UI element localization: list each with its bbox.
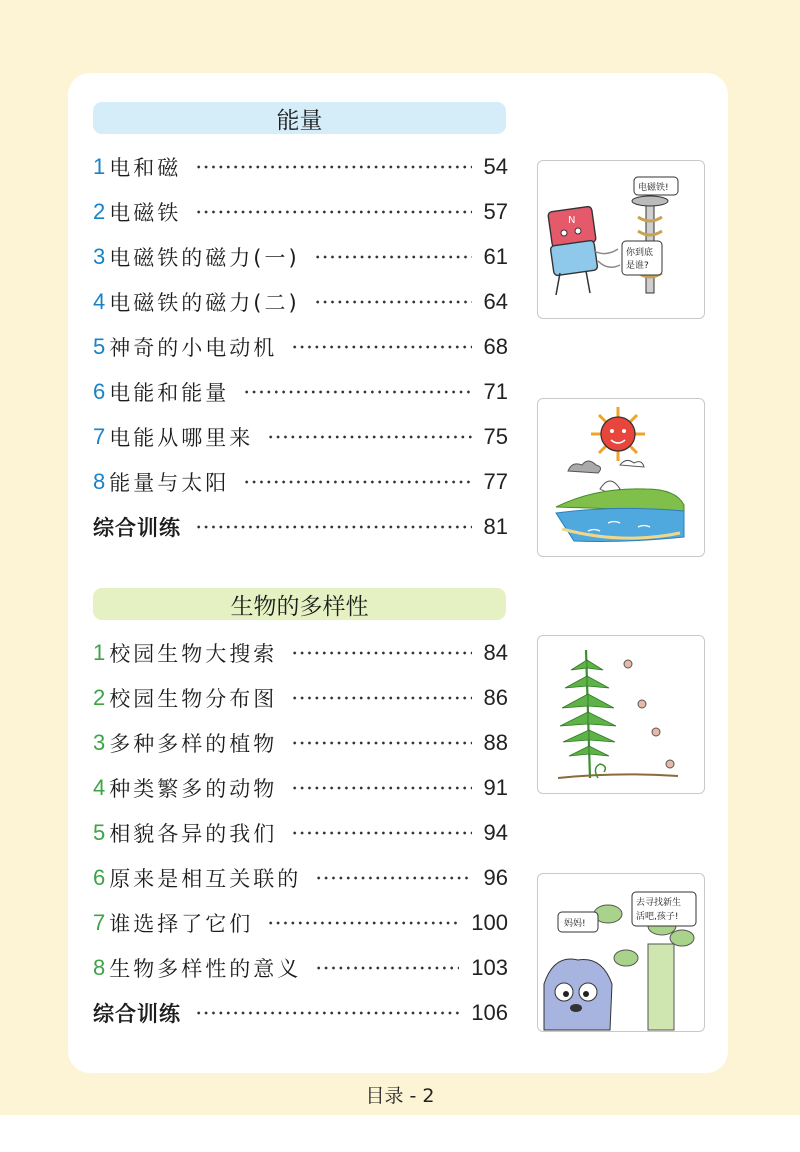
toc-item-title: 种类繁多的动物	[109, 776, 278, 801]
toc-item-page: 68	[483, 333, 508, 359]
illustration-sun	[537, 398, 705, 557]
toc-item-number: 8	[93, 468, 106, 494]
leader-dots	[314, 255, 472, 259]
toc-item-page: 94	[483, 819, 508, 845]
toc-item-page: 84	[483, 639, 508, 665]
toc-item[interactable]	[93, 459, 508, 504]
toc-item[interactable]	[93, 900, 508, 945]
toc-item-review[interactable]	[93, 504, 508, 549]
toc-item-title: 能量与太阳	[109, 470, 230, 495]
toc-item-title: 校园生物分布图	[109, 686, 278, 711]
toc-item-page: 71	[483, 378, 508, 404]
footer-page-label: 目录 - 2	[365, 1085, 435, 1107]
section-header-biodiversity	[93, 588, 506, 620]
toc-item[interactable]	[93, 369, 508, 414]
leader-dots	[243, 390, 471, 394]
toc-item-page: 106	[471, 999, 508, 1025]
toc-item[interactable]	[93, 234, 508, 279]
leader-dots	[291, 651, 471, 655]
section-title-biodiversity: 生物的多样性	[230, 593, 369, 620]
toc-item[interactable]	[93, 765, 508, 810]
toc-item-review[interactable]	[93, 990, 508, 1035]
toc-item-title: 电和磁	[109, 155, 182, 180]
toc-item-page: 77	[483, 468, 508, 494]
toc-item-page: 100	[471, 909, 508, 935]
toc-item-number: 7	[93, 909, 106, 935]
toc-item-title: 神奇的小电动机	[109, 335, 278, 360]
toc-item-page: 86	[483, 684, 508, 710]
toc-item-page: 96	[483, 864, 508, 890]
leader-dots	[291, 741, 471, 745]
leader-dots	[195, 1011, 459, 1015]
toc-item-title: 电能和能量	[109, 380, 230, 405]
toc-item-page: 88	[483, 729, 508, 755]
toc-item-number: 3	[93, 729, 106, 755]
toc-item-number: 7	[93, 423, 106, 449]
bubble-electromagnet: 电磁铁!	[638, 183, 669, 193]
toc-item-number: 5	[93, 333, 106, 359]
toc-item[interactable]	[93, 675, 508, 720]
plant-and-animal-cartoon-icon	[538, 874, 704, 1031]
toc-item[interactable]	[93, 855, 508, 900]
bubble-go-find-2: 活吧,孩子!	[636, 912, 679, 922]
toc-item[interactable]	[93, 414, 508, 459]
toc-item-title: 谁选择了它们	[109, 911, 254, 936]
toc-item[interactable]	[93, 630, 508, 675]
toc-item-title: 电磁铁的磁力(二)	[109, 290, 300, 315]
toc-item-number: 4	[93, 288, 106, 314]
leader-dots	[291, 786, 471, 790]
toc-item-page: 75	[483, 423, 508, 449]
toc-item[interactable]	[93, 144, 508, 189]
section-title-energy: 能量	[276, 107, 323, 134]
leader-dots	[267, 435, 471, 439]
leader-dots	[291, 831, 471, 835]
leader-dots	[243, 480, 471, 484]
toc-item-title: 原来是相互关联的	[109, 866, 302, 891]
toc-item-title: 电能从哪里来	[109, 425, 254, 450]
toc-item-number: 6	[93, 864, 106, 890]
section-header-energy	[93, 102, 506, 134]
svg-text:N: N	[568, 215, 576, 226]
toc-item[interactable]	[93, 810, 508, 855]
toc-list-biodiversity	[93, 630, 508, 1035]
leader-dots	[315, 876, 471, 880]
bottom-strip	[0, 1115, 800, 1152]
toc-item-page: 57	[483, 198, 508, 224]
leader-dots	[291, 696, 471, 700]
leader-dots	[267, 921, 459, 925]
toc-item-page: 81	[483, 513, 508, 539]
toc-item-number: 4	[93, 774, 106, 800]
toc-item-page: 103	[471, 954, 508, 980]
leader-dots	[314, 300, 472, 304]
toc-item-number: 2	[93, 684, 106, 710]
toc-item[interactable]	[93, 279, 508, 324]
leader-dots	[195, 210, 471, 214]
toc-item-title: 电磁铁的磁力(一)	[109, 245, 300, 270]
toc-item-page: 54	[483, 153, 508, 179]
leader-dots	[315, 966, 459, 970]
toc-item-title: 综合训练	[93, 515, 181, 540]
toc-item-title: 生物多样性的意义	[109, 956, 302, 981]
sun-and-water-cycle-cartoon-icon	[538, 399, 704, 556]
toc-item-number: 3	[93, 243, 106, 269]
toc-item-title: 多种多样的植物	[109, 731, 278, 756]
toc-item-number: 6	[93, 378, 106, 404]
toc-item-number: 8	[93, 954, 106, 980]
fern-with-spores-cartoon-icon	[538, 636, 704, 793]
magnet-and-electromagnet-cartoon-icon	[538, 161, 704, 318]
bubble-mama: 妈妈!	[564, 919, 586, 929]
toc-list-energy	[93, 144, 508, 549]
leader-dots	[195, 525, 472, 529]
toc-item-number: 2	[93, 198, 106, 224]
bubble-who-are-you-2: 是谁?	[626, 261, 649, 271]
toc-card	[68, 73, 728, 1073]
bubble-go-find-1: 去寻找新生	[636, 898, 682, 908]
illustration-magnet	[537, 160, 705, 319]
leader-dots	[195, 165, 471, 169]
toc-item-page: 61	[483, 243, 508, 269]
toc-item-number: 5	[93, 819, 106, 845]
illustration-plant-animal	[537, 873, 705, 1032]
toc-item-title: 相貌各异的我们	[109, 821, 278, 846]
toc-item-page: 64	[483, 288, 508, 314]
toc-item[interactable]	[93, 945, 508, 990]
toc-item[interactable]	[93, 720, 508, 765]
bubble-who-are-you-1: 你到底	[626, 248, 654, 258]
toc-item-page: 91	[483, 774, 508, 800]
toc-item[interactable]	[93, 324, 508, 369]
illustration-fern	[537, 635, 705, 794]
toc-item-title: 校园生物大搜索	[109, 641, 278, 666]
toc-item-number: 1	[93, 639, 106, 665]
toc-item-number: 1	[93, 153, 106, 179]
toc-item-title: 综合训练	[93, 1001, 181, 1026]
leader-dots	[291, 345, 471, 349]
toc-item[interactable]	[93, 189, 508, 234]
toc-item-title: 电磁铁	[109, 200, 182, 225]
